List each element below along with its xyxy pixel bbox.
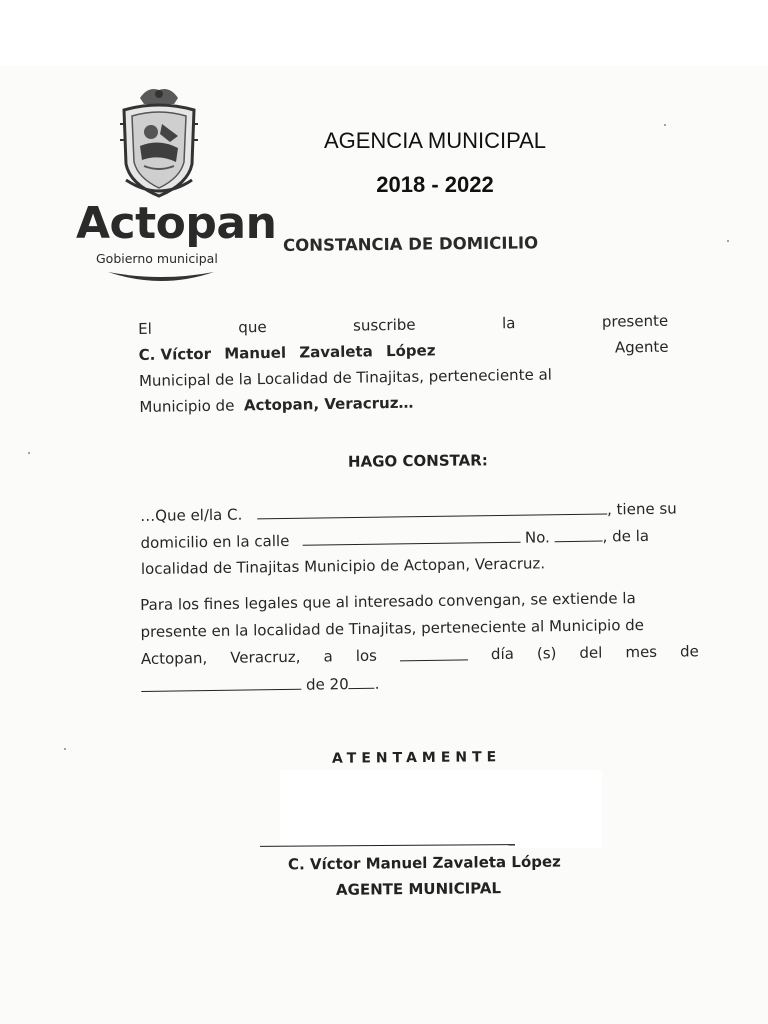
month-blank[interactable] bbox=[141, 671, 301, 692]
word: El bbox=[138, 319, 153, 338]
form-line-3: localidad de Tinajitas Municipio de Actopan, Veracruz. bbox=[140, 554, 546, 578]
intro-line-4: Municipio de Actopan, Veracruz… bbox=[139, 393, 414, 416]
signer-role: AGENTE MUNICIPAL bbox=[335, 879, 502, 899]
closing-line-4: de 20 . bbox=[141, 665, 701, 700]
redacted-signature-area bbox=[280, 770, 602, 848]
person-name-blank[interactable] bbox=[257, 495, 607, 519]
atentamente-label: ATENTAMENTE bbox=[331, 749, 502, 767]
street-number-blank[interactable] bbox=[554, 523, 602, 543]
agent-name-inline: C. Víctor Manuel Zavaleta López bbox=[138, 341, 436, 364]
form-line-2: domicilio en la calle No. , de la bbox=[140, 521, 700, 556]
word: presente bbox=[601, 311, 669, 331]
street-blank[interactable] bbox=[302, 524, 520, 546]
logo-swoosh-icon bbox=[106, 268, 216, 288]
logo-subtitle: Gobierno municipal bbox=[96, 251, 218, 266]
form-line-1: …Que el/la C. , tiene su bbox=[140, 494, 700, 529]
year-blank[interactable] bbox=[349, 670, 375, 689]
intro-paragraph bbox=[138, 307, 700, 420]
closing-line-1: Para los fines legales que al interesado convengan, se extiende la bbox=[140, 589, 636, 614]
logo-wordmark: Actopan bbox=[76, 198, 277, 249]
word: la bbox=[501, 314, 516, 333]
hago-constar-heading: HAGO CONSTAR: bbox=[347, 451, 488, 471]
closing-line-2: presente en la localidad de Tinajitas, perteneciente al Municipio de bbox=[140, 615, 645, 641]
certification-form bbox=[140, 494, 701, 583]
scan-speck bbox=[727, 240, 729, 242]
word: Agente bbox=[614, 337, 669, 357]
closing-paragraph bbox=[140, 584, 701, 700]
document-title: CONSTANCIA DE DOMICILIO bbox=[283, 233, 539, 255]
word: suscribe bbox=[352, 315, 416, 335]
period-heading: 2018 - 2022 bbox=[376, 172, 494, 197]
scan-speck bbox=[28, 452, 30, 454]
scan-speck bbox=[64, 748, 66, 750]
signer-name: C. Víctor Manuel Zavaleta López bbox=[287, 852, 561, 874]
municipal-crest-icon bbox=[118, 84, 200, 202]
actopan-logo bbox=[70, 84, 277, 294]
closing-line-3: Actopan, Veracruz, a los día (s) del mes de bbox=[140, 642, 699, 668]
agency-heading: AGENCIA MUNICIPAL bbox=[323, 128, 547, 153]
intro-line-3: Municipal de la Localidad de Tinajitas, perteneciente al bbox=[138, 365, 552, 390]
word: que bbox=[238, 317, 267, 337]
scan-top-margin bbox=[0, 0, 768, 66]
day-blank[interactable] bbox=[400, 641, 468, 661]
scan-speck bbox=[664, 124, 666, 126]
